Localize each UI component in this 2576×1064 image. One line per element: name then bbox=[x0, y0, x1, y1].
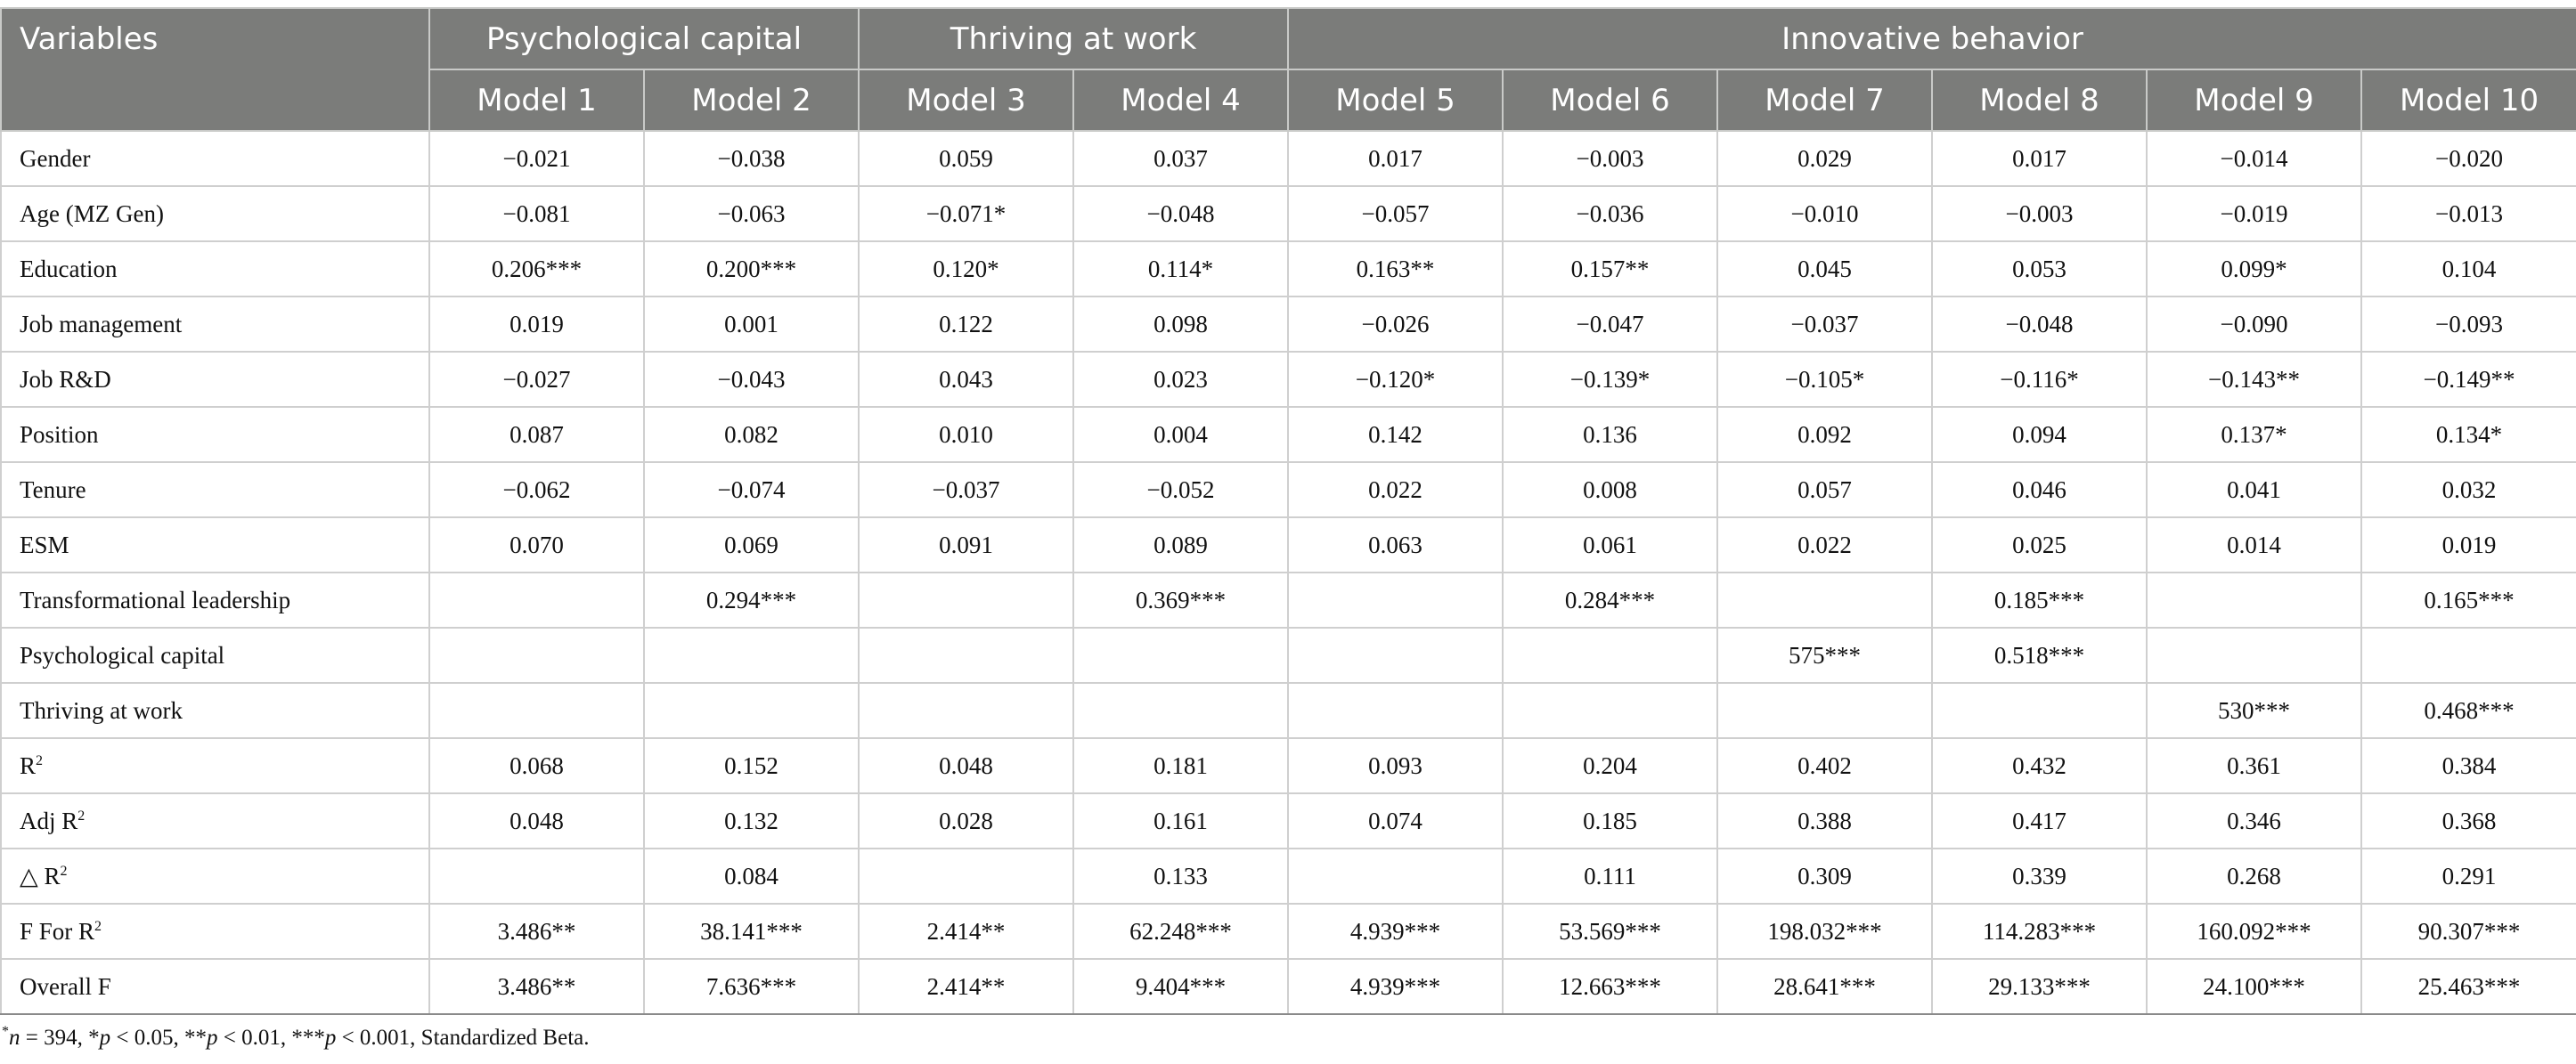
footnote-text: < 0.001, Standardized Beta. bbox=[336, 1026, 590, 1050]
footnote-p-symbol: p bbox=[324, 1026, 337, 1050]
table-cell: 0.185 bbox=[1503, 793, 1717, 849]
table-cell: 62.248*** bbox=[1073, 904, 1288, 959]
table-cell bbox=[859, 683, 1073, 738]
table-cell: 0.161 bbox=[1073, 793, 1288, 849]
table-cell: −0.027 bbox=[429, 352, 644, 407]
table-cell: 114.283*** bbox=[1932, 904, 2147, 959]
table-row bbox=[1, 628, 2576, 683]
header-group-row bbox=[1, 8, 2576, 69]
table-cell: 0.111 bbox=[1503, 849, 1717, 904]
table-cell: −0.120* bbox=[1288, 352, 1503, 407]
table-row bbox=[1, 186, 2576, 241]
group-header-psychological-capital: Psychological capital bbox=[429, 8, 859, 69]
table-cell: −0.047 bbox=[1503, 296, 1717, 352]
table-cell: 0.368 bbox=[2361, 793, 2576, 849]
table-cell: 0.132 bbox=[644, 793, 859, 849]
row-label-text: F For R bbox=[20, 917, 95, 945]
table-cell: −0.043 bbox=[644, 352, 859, 407]
table-cell: 0.017 bbox=[1932, 131, 2147, 186]
table-cell: 0.417 bbox=[1932, 793, 2147, 849]
table-cell: 0.028 bbox=[859, 793, 1073, 849]
table-cell bbox=[429, 628, 644, 683]
table-cell: −0.143** bbox=[2147, 352, 2361, 407]
row-label bbox=[1, 849, 429, 904]
table-cell bbox=[1717, 573, 1932, 628]
table-cell: 25.463*** bbox=[2361, 959, 2576, 1014]
table-cell bbox=[2147, 573, 2361, 628]
table-cell: 0.084 bbox=[644, 849, 859, 904]
variables-header: Variables bbox=[1, 8, 429, 131]
table-cell: 24.100*** bbox=[2147, 959, 2361, 1014]
table-cell bbox=[1717, 683, 1932, 738]
table-cell bbox=[859, 628, 1073, 683]
table-cell: 0.048 bbox=[859, 738, 1073, 793]
table-cell: 0.063 bbox=[1288, 517, 1503, 573]
model-header: Model 3 bbox=[859, 69, 1073, 131]
table-cell bbox=[1073, 683, 1288, 738]
table-cell: 12.663*** bbox=[1503, 959, 1717, 1014]
table-row bbox=[1, 738, 2576, 793]
table-cell: −0.149** bbox=[2361, 352, 2576, 407]
superscript: 2 bbox=[94, 918, 102, 934]
row-label bbox=[1, 573, 429, 628]
model-header: Model 7 bbox=[1717, 69, 1932, 131]
row-label bbox=[1, 296, 429, 352]
table-cell: 0.133 bbox=[1073, 849, 1288, 904]
row-label-text: Education bbox=[20, 255, 118, 282]
table-cell: 0.136 bbox=[1503, 407, 1717, 462]
table-cell: 0.082 bbox=[644, 407, 859, 462]
row-label bbox=[1, 628, 429, 683]
table-cell bbox=[859, 849, 1073, 904]
table-row bbox=[1, 683, 2576, 738]
row-label-text: Age (MZ Gen) bbox=[20, 199, 164, 227]
table-cell: −0.062 bbox=[429, 462, 644, 517]
table-cell: −0.036 bbox=[1503, 186, 1717, 241]
table-cell: −0.093 bbox=[2361, 296, 2576, 352]
table-cell: 0.061 bbox=[1503, 517, 1717, 573]
row-label bbox=[1, 241, 429, 296]
row-label bbox=[1, 683, 429, 738]
row-label-text: Gender bbox=[20, 144, 91, 172]
table-cell: 0.099* bbox=[2147, 241, 2361, 296]
table-cell: 0.120* bbox=[859, 241, 1073, 296]
table-cell: 0.165*** bbox=[2361, 573, 2576, 628]
superscript: 2 bbox=[36, 752, 44, 768]
table-cell: 0.206*** bbox=[429, 241, 644, 296]
row-label-text: Thriving at work bbox=[20, 696, 183, 724]
table-footnote bbox=[0, 1026, 2576, 1051]
table-cell: 0.200*** bbox=[644, 241, 859, 296]
table-cell: 0.152 bbox=[644, 738, 859, 793]
table-cell: 0.029 bbox=[1717, 131, 1932, 186]
table-cell: 0.025 bbox=[1932, 517, 2147, 573]
table-cell: 28.641*** bbox=[1717, 959, 1932, 1014]
table-cell: 0.134* bbox=[2361, 407, 2576, 462]
table-cell: −0.038 bbox=[644, 131, 859, 186]
table-cell: 0.204 bbox=[1503, 738, 1717, 793]
table-cell bbox=[1503, 628, 1717, 683]
table-cell: −0.020 bbox=[2361, 131, 2576, 186]
table-cell: 0.339 bbox=[1932, 849, 2147, 904]
table-cell: 0.070 bbox=[429, 517, 644, 573]
table-cell: 0.001 bbox=[644, 296, 859, 352]
model-header: Model 10 bbox=[2361, 69, 2576, 131]
superscript: 2 bbox=[77, 808, 86, 824]
regression-table bbox=[0, 7, 2576, 1015]
table-cell bbox=[644, 683, 859, 738]
row-label bbox=[1, 462, 429, 517]
table-cell: 0.104 bbox=[2361, 241, 2576, 296]
table-cell: −0.013 bbox=[2361, 186, 2576, 241]
table-cell bbox=[1288, 573, 1503, 628]
table-cell: 0.037 bbox=[1073, 131, 1288, 186]
table-row bbox=[1, 959, 2576, 1014]
table-cell: 0.019 bbox=[2361, 517, 2576, 573]
table-cell: 9.404*** bbox=[1073, 959, 1288, 1014]
table-row bbox=[1, 904, 2576, 959]
table-cell: −0.037 bbox=[859, 462, 1073, 517]
footnote-marker: * bbox=[2, 1024, 9, 1039]
model-header: Model 6 bbox=[1503, 69, 1717, 131]
footnote-p-symbol: p bbox=[99, 1026, 111, 1050]
row-label bbox=[1, 517, 429, 573]
table-cell: 0.053 bbox=[1932, 241, 2147, 296]
footnote-text: = 394, * bbox=[20, 1026, 100, 1050]
table-cell: 90.307*** bbox=[2361, 904, 2576, 959]
table-cell: 0.361 bbox=[2147, 738, 2361, 793]
table-cell: 0.074 bbox=[1288, 793, 1503, 849]
row-label-text: Job management bbox=[20, 310, 183, 337]
footnote-p-symbol: p bbox=[206, 1026, 218, 1050]
table-cell: −0.090 bbox=[2147, 296, 2361, 352]
table-cell: 0.388 bbox=[1717, 793, 1932, 849]
table-cell: 0.402 bbox=[1717, 738, 1932, 793]
model-header: Model 4 bbox=[1073, 69, 1288, 131]
table-cell: 0.432 bbox=[1932, 738, 2147, 793]
table-cell bbox=[644, 628, 859, 683]
table-row bbox=[1, 517, 2576, 573]
table-cell: 3.486** bbox=[429, 959, 644, 1014]
table-cell bbox=[859, 573, 1073, 628]
table-cell: −0.052 bbox=[1073, 462, 1288, 517]
table-row bbox=[1, 241, 2576, 296]
row-label bbox=[1, 407, 429, 462]
table-cell: 2.414** bbox=[859, 959, 1073, 1014]
row-label bbox=[1, 131, 429, 186]
table-cell: 0.087 bbox=[429, 407, 644, 462]
row-label bbox=[1, 904, 429, 959]
table-cell: 0.284*** bbox=[1503, 573, 1717, 628]
table-cell: 0.122 bbox=[859, 296, 1073, 352]
table-cell: 0.092 bbox=[1717, 407, 1932, 462]
table-cell: 0.041 bbox=[2147, 462, 2361, 517]
group-header-innovative-behavior: Innovative behavior bbox=[1288, 8, 2576, 69]
table-cell: 0.068 bbox=[429, 738, 644, 793]
table-cell: 0.369*** bbox=[1073, 573, 1288, 628]
table-cell: −0.010 bbox=[1717, 186, 1932, 241]
row-label-text: △ R bbox=[20, 862, 61, 889]
table-cell: 0.268 bbox=[2147, 849, 2361, 904]
table-cell: 0.518*** bbox=[1932, 628, 2147, 683]
row-label-text: Psychological capital bbox=[20, 641, 225, 669]
table-cell bbox=[1288, 849, 1503, 904]
table-cell bbox=[429, 683, 644, 738]
table-cell: 0.023 bbox=[1073, 352, 1288, 407]
table-cell: 530*** bbox=[2147, 683, 2361, 738]
table-cell: −0.116* bbox=[1932, 352, 2147, 407]
table-header bbox=[1, 8, 2576, 131]
row-label bbox=[1, 352, 429, 407]
table-cell: −0.057 bbox=[1288, 186, 1503, 241]
table-cell: −0.074 bbox=[644, 462, 859, 517]
table-cell: 4.939*** bbox=[1288, 904, 1503, 959]
table-cell: −0.048 bbox=[1073, 186, 1288, 241]
table-row bbox=[1, 573, 2576, 628]
table-cell: −0.037 bbox=[1717, 296, 1932, 352]
table-row bbox=[1, 296, 2576, 352]
table-cell: 0.091 bbox=[859, 517, 1073, 573]
table-row bbox=[1, 462, 2576, 517]
superscript: 2 bbox=[60, 863, 68, 879]
table-row bbox=[1, 352, 2576, 407]
group-header-thriving-at-work: Thriving at work bbox=[859, 8, 1288, 69]
table-cell: 0.046 bbox=[1932, 462, 2147, 517]
table-cell: 0.022 bbox=[1288, 462, 1503, 517]
table-cell: 0.008 bbox=[1503, 462, 1717, 517]
row-label-text: Position bbox=[20, 420, 99, 448]
table-cell: 0.022 bbox=[1717, 517, 1932, 573]
row-label-text: R bbox=[20, 751, 37, 779]
regression-table-container bbox=[0, 7, 2576, 1051]
table-cell: −0.003 bbox=[1503, 131, 1717, 186]
table-cell: 0.089 bbox=[1073, 517, 1288, 573]
row-label-text: ESM bbox=[20, 531, 69, 558]
table-cell: 0.137* bbox=[2147, 407, 2361, 462]
table-cell: 7.636*** bbox=[644, 959, 859, 1014]
row-label-text: Job R&D bbox=[20, 365, 111, 393]
table-cell: 0.142 bbox=[1288, 407, 1503, 462]
table-cell bbox=[1073, 628, 1288, 683]
table-cell: −0.063 bbox=[644, 186, 859, 241]
table-cell: −0.003 bbox=[1932, 186, 2147, 241]
table-cell bbox=[1932, 683, 2147, 738]
table-cell: 0.032 bbox=[2361, 462, 2576, 517]
table-cell: −0.139* bbox=[1503, 352, 1717, 407]
footnote-n-symbol: n bbox=[9, 1026, 20, 1050]
table-cell: −0.048 bbox=[1932, 296, 2147, 352]
row-label bbox=[1, 959, 429, 1014]
table-cell: 0.094 bbox=[1932, 407, 2147, 462]
table-row bbox=[1, 131, 2576, 186]
table-cell bbox=[429, 573, 644, 628]
table-row bbox=[1, 407, 2576, 462]
table-cell: 0.019 bbox=[429, 296, 644, 352]
row-label bbox=[1, 738, 429, 793]
table-cell: 0.291 bbox=[2361, 849, 2576, 904]
table-cell bbox=[429, 849, 644, 904]
row-label-text: Adj R bbox=[20, 807, 78, 834]
table-cell: 0.014 bbox=[2147, 517, 2361, 573]
table-cell: −0.019 bbox=[2147, 186, 2361, 241]
table-cell: 0.043 bbox=[859, 352, 1073, 407]
model-header: Model 5 bbox=[1288, 69, 1503, 131]
table-cell: 2.414** bbox=[859, 904, 1073, 959]
table-cell: 0.346 bbox=[2147, 793, 2361, 849]
table-cell: 0.157** bbox=[1503, 241, 1717, 296]
table-cell: −0.105* bbox=[1717, 352, 1932, 407]
table-cell bbox=[2147, 628, 2361, 683]
row-label-text: Overall F bbox=[20, 972, 111, 1000]
footnote-text: < 0.01, *** bbox=[217, 1026, 325, 1050]
table-cell: 0.057 bbox=[1717, 462, 1932, 517]
table-cell bbox=[2361, 628, 2576, 683]
table-cell: 29.133*** bbox=[1932, 959, 2147, 1014]
table-row bbox=[1, 849, 2576, 904]
table-cell: 0.181 bbox=[1073, 738, 1288, 793]
table-cell: 0.093 bbox=[1288, 738, 1503, 793]
table-cell: 0.185*** bbox=[1932, 573, 2147, 628]
table-cell: 3.486** bbox=[429, 904, 644, 959]
table-cell: 0.098 bbox=[1073, 296, 1288, 352]
table-cell: 160.092*** bbox=[2147, 904, 2361, 959]
table-body bbox=[1, 131, 2576, 1014]
table-cell: 0.069 bbox=[644, 517, 859, 573]
table-cell: 0.294*** bbox=[644, 573, 859, 628]
table-cell: 0.114* bbox=[1073, 241, 1288, 296]
model-header: Model 1 bbox=[429, 69, 644, 131]
table-cell: 38.141*** bbox=[644, 904, 859, 959]
table-row bbox=[1, 793, 2576, 849]
table-cell: 0.045 bbox=[1717, 241, 1932, 296]
row-label-text: Tenure bbox=[20, 475, 86, 503]
table-cell: 0.017 bbox=[1288, 131, 1503, 186]
model-header: Model 2 bbox=[644, 69, 859, 131]
table-cell: −0.014 bbox=[2147, 131, 2361, 186]
row-label bbox=[1, 186, 429, 241]
table-cell: 198.032*** bbox=[1717, 904, 1932, 959]
table-cell: −0.081 bbox=[429, 186, 644, 241]
table-cell: 0.384 bbox=[2361, 738, 2576, 793]
table-cell: 0.059 bbox=[859, 131, 1073, 186]
row-label-text: Transformational leadership bbox=[20, 586, 291, 613]
table-cell: 4.939*** bbox=[1288, 959, 1503, 1014]
table-cell: 575*** bbox=[1717, 628, 1932, 683]
model-header: Model 9 bbox=[2147, 69, 2361, 131]
table-cell: 0.309 bbox=[1717, 849, 1932, 904]
table-cell: −0.026 bbox=[1288, 296, 1503, 352]
table-cell: 53.569*** bbox=[1503, 904, 1717, 959]
table-cell bbox=[1288, 683, 1503, 738]
table-cell: 0.163** bbox=[1288, 241, 1503, 296]
table-cell: 0.004 bbox=[1073, 407, 1288, 462]
table-cell bbox=[1503, 683, 1717, 738]
model-header: Model 8 bbox=[1932, 69, 2147, 131]
footnote-text: < 0.05, ** bbox=[110, 1026, 207, 1050]
table-cell: −0.071* bbox=[859, 186, 1073, 241]
table-cell: 0.048 bbox=[429, 793, 644, 849]
table-cell: −0.021 bbox=[429, 131, 644, 186]
table-cell bbox=[1288, 628, 1503, 683]
table-cell: 0.468*** bbox=[2361, 683, 2576, 738]
table-cell: 0.010 bbox=[859, 407, 1073, 462]
row-label bbox=[1, 793, 429, 849]
